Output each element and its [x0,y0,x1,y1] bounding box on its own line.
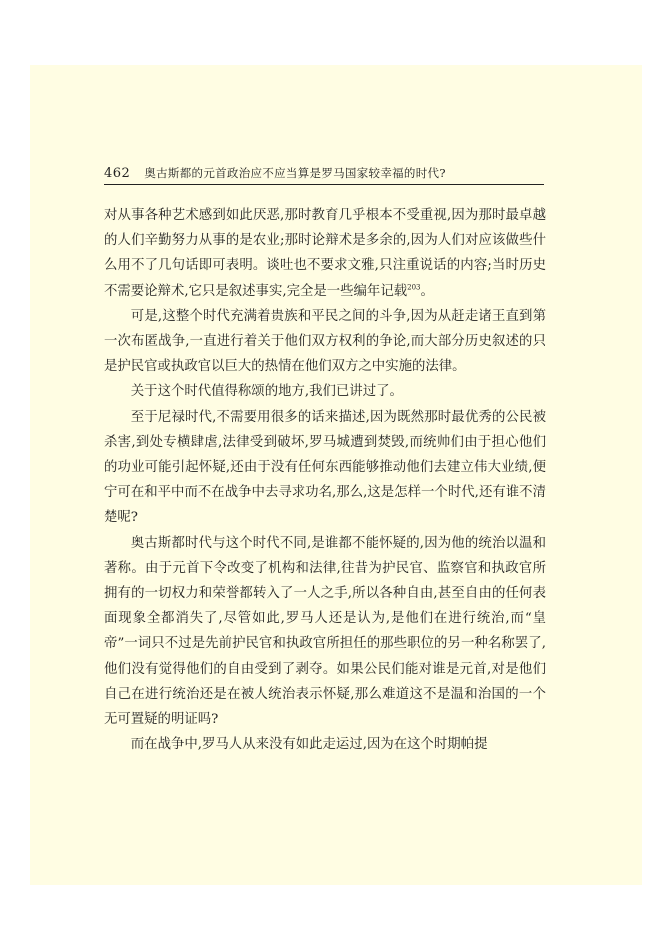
page-header [104,163,544,185]
paragraph-3: 关于这个时代值得称颂的地方,我们已讲过了。 [130,384,403,400]
paragraph-1-text: 对从事各种艺术感到如此厌恶,那时教育几乎根本不受重视,因为那时最卓越的人们辛勤努力从事的是农业;那时论辩术是多余的,因为人们对应该做些什么用不了几句话即可表明。谈吐也不要求文雅,只注重说话的内容;当时历史不需要论辩术,它只是叙述事实,完全是一些编年记载 [104,208,546,299]
footnote-marker[interactable]: 203 [407,283,421,292]
paragraph-6: 而在战争中,罗马人从来没有如此走运过,因为在这个时期帕提 [130,737,488,753]
body-text [104,203,546,757]
paragraph-4: 至于尼禄时代,不需要用很多的话来描述,因为既然那时最优秀的公民被杀害,到处专横肆虐,法律受到破坏,罗马城遭到焚毁,而统帅们由于担心他们的功业可能引起怀疑,还由于没有任何东西能够推动他们去建立伟大业绩,便宁可在和平中而不在战争中去寻求功名,那么,这是怎样一个时代,还有谁不清楚呢? [104,409,546,526]
paragraph-1 [104,203,546,304]
paragraph-5: 奥古斯都时代与这个时代不同,是谁都不能怀疑的,因为他的统治以温和著称。由于元首下令改变了机构和法律,往昔为护民官、监察官和执政官所拥有的一切权力和荣誉都转入了一人之手,所以各种自由,甚至自由的任何表面现象全都消失了,尽管如此,罗马人还是认为,是他们在进行统治,而“皇帝”一词只不过是先前护民官和执政官所担任的那些职位的另一种名称罢了,他们没有觉得他们的自由受到了剥夺。如果公民们能对谁是元首,对是他们自己在进行统治还是在被人统治表示怀疑,那么难道这不是温和治国的一个无可置疑的明证吗? [104,535,546,728]
paragraph-1-tail: 。 [420,283,434,299]
paragraph-2: 可是,这整个时代充满着贵族和平民之间的斗争,因为从赶走诸王直到第一次布匿战争,一直进行着关于他们双方权利的争论,而大部分历史叙述的只是护民官或执政官以巨大的热情在他们双方之中实施的法律。 [104,308,546,375]
page-number: 462 [104,166,131,181]
running-title: 奥古斯都的元首政治应不应当算是罗马国家较幸福的时代? [144,166,446,180]
